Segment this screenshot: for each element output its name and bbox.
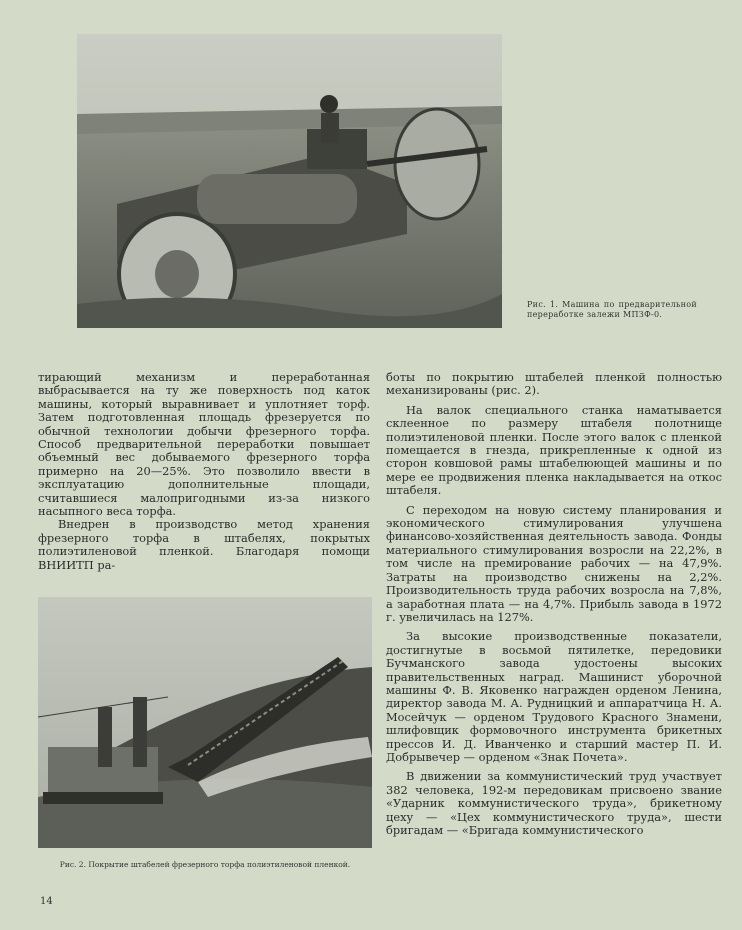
left-column	[38, 371, 370, 572]
paragraph: На валок специального станка наматывается склеенное по размеру штабеля полотнище полиэтиленовой пленки. После этого валок с пленкой помещается в гнезда, прикрепленные к одной из сторон ковшовой рамы штабелюющей машины и по мере ее продвижения пленка накладывается на откос штабеля.	[386, 402, 722, 498]
paragraph: В движении за коммунистический труд участвует 382 человека, 192-м передовикам присвоено звание «Ударник коммунистического труда», брикетному цеху — «Цех коммунистического труда», шести бригадам — «Бригада коммунистического	[386, 769, 722, 837]
paragraph: За высокие производственные показатели, достигнутые в восьмой пятилетке, передовики Бучманского завода удостоены высоких правительственных наград. Машинист уборочной машины Ф. В. Яковенко награжден орденом Ленина, директор завода М. А. Рудницкий и аппаратчица Н. А. Мосейчук — орденом Трудового Красного Знамени, шлифовщик формовочного инструмента брикетных прессов И. Д. Иванченко и старший мастер П. И. Добрывечер — орденом «Знак Почета».	[386, 629, 722, 764]
paragraph: боты по покрытию штабелей пленкой полностью механизированы (рис. 2).	[386, 370, 722, 398]
paragraph: С переходом на новую систему планирования и экономического стимулирования улучшена финансово-хозяйственная деятельность завода. Фонды материального стимулирования возросли на 22,2%, в том числе на премирование рабочих — на 47,9%. Затраты на производство снижены на 2,2%. Производительность труда рабочих возросла на 7,8%, а заработная плата — на 4,7%. Прибыль завода в 1972 г. увеличилась на 127%.	[386, 502, 722, 624]
figure-2-film-covering-photo	[38, 597, 372, 848]
figure-1-machine-photo	[77, 34, 502, 328]
paragraph: Внедрен в производство метод хранения фрезерного торфа в штабелях, покрытых полиэтиленовой пленкой. Благодаря помощи ВНИИТП ра-	[38, 517, 370, 572]
right-column	[386, 371, 722, 837]
page-number: 14	[40, 896, 53, 907]
figure-1-caption: Рис. 1. Машина по предварительной переработке залежи МПЗФ-0.	[527, 300, 697, 319]
paragraph: тирающий механизм и переработанная выбрасывается на ту же поверхность под каток машины, который выравнивает и уплотняет торф. Затем подготовленная площадь фрезеруется по обычной технологии добычи фрезерного торфа. Способ предварительной переработки повышает объемный вес добываемого фрезерного торфа примерно на 20—25%. Это позволило ввести в эксплуатацию дополнительные площади, считавшиеся малопригодными из-за низкого насыпного веса торфа.	[38, 370, 370, 519]
figure-2-caption: Рис. 2. Покрытие штабелей фрезерного торфа полиэтиленовой пленкой.	[59, 860, 351, 869]
